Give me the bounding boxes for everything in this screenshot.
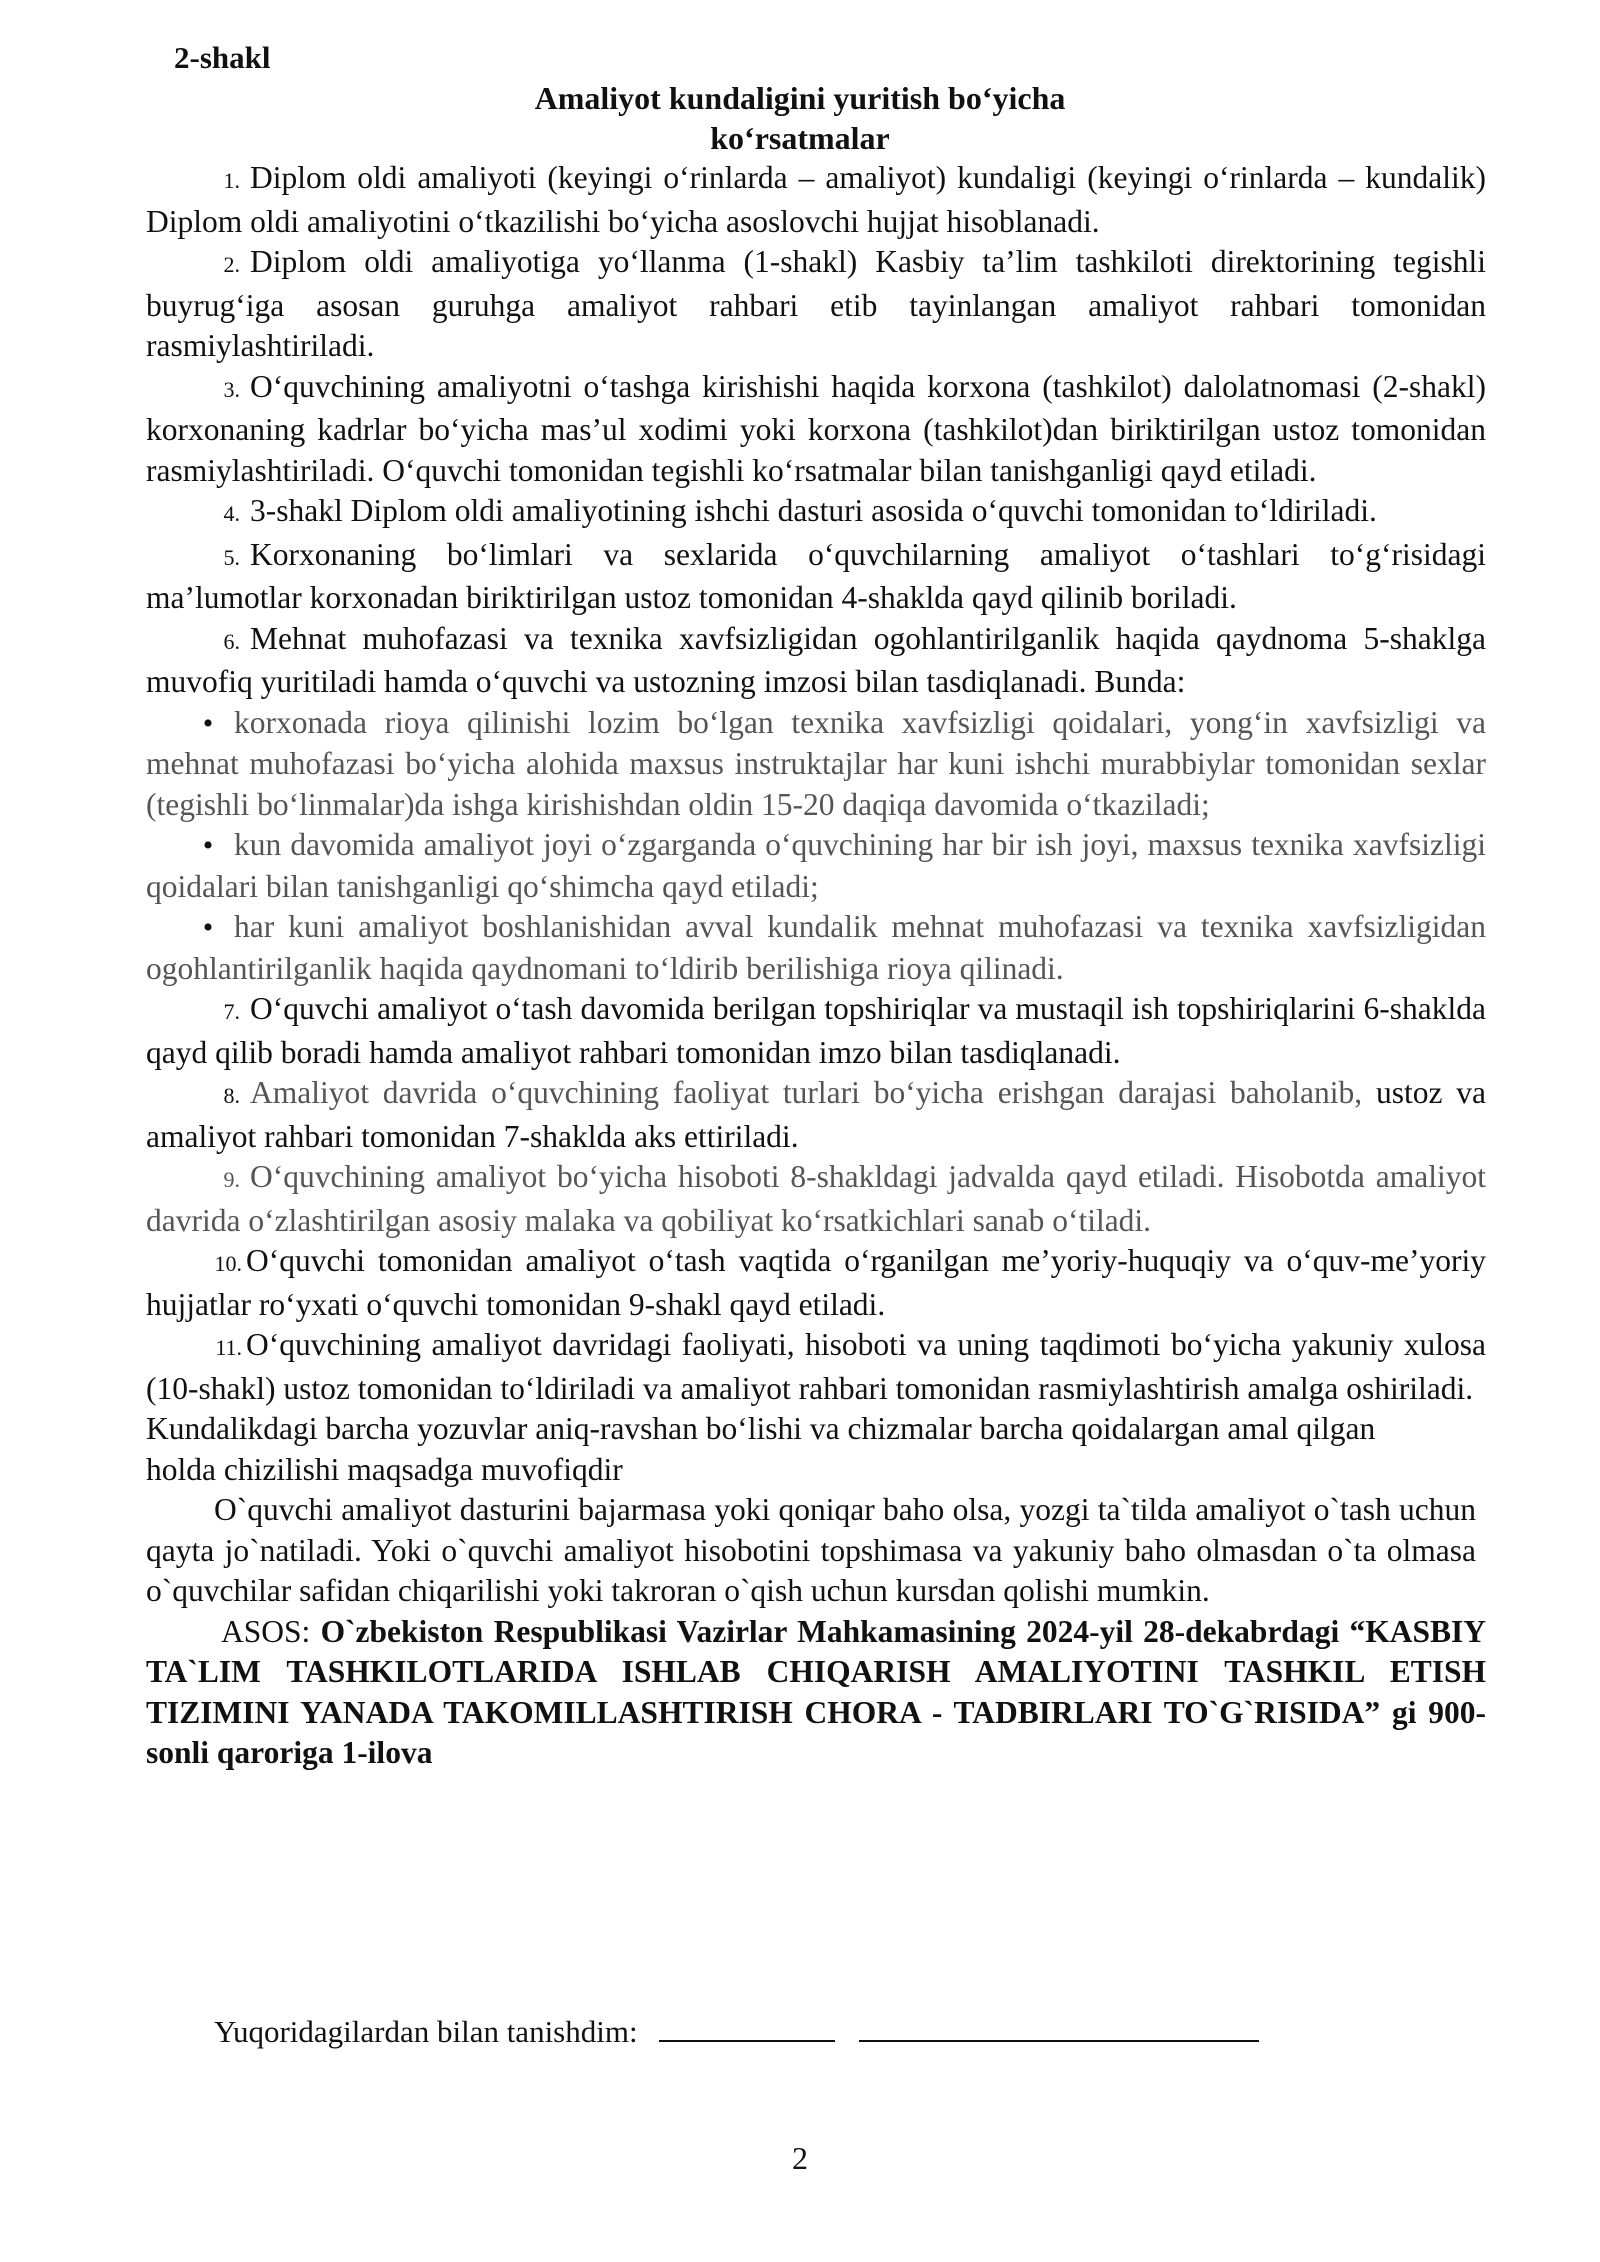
item-text: Diplom oldi amaliyoti (keyingi o‘rinlarda – amaliyot) kundaligi (keyingi o‘rinlarda – kundalik) Diplom oldi amaliyotini o‘tkazilishi bo‘yicha asoslovchi hujjat hisoblanadi. xyxy=(146,160,1486,239)
page-number: 2 xyxy=(792,2140,808,2176)
instructions-body xyxy=(146,158,1486,1774)
item-number: 1. xyxy=(223,168,240,193)
item-text: O‘quvchining amaliyotni o‘tashga kirishishi haqida korxona (tashkilot) dalolatnomasi (2-shakl) korxonaning kadrlar bo‘yicha mas’ul xodimi yoki korxona (tashkilot)dan biriktirilgan ustoz tomonidan rasmiylashtiriladi. O‘quvchi tomonidan tegishli ko‘rsatmalar bilan tanishganligi qayd etiladi. xyxy=(146,368,1486,488)
item-number: 4. xyxy=(223,501,240,526)
basis-text: O`zbekiston Respublikasi Vazirlar Mahkamasining 2024-yil 28-dekabrdagi “KASBIY TA`LIM TASHKILOTLARIDA ISHLAB CHIQARISH AMALIYOTINI TASHKIL ETISH TIZIMINI YANADA TAKOMILLASHTIRISH CHORA - TADBIRLARI TO`G`RISIDA” gi 900-sonli qaroriga 1-ilova xyxy=(146,1613,1486,1770)
bullet-item xyxy=(146,825,1486,907)
item-text: Korxonaning bo‘limlari va sexlarida o‘quvchilarning amaliyot o‘tashlari to‘g‘risidagi ma’lumotlar korxonadan biriktirilgan ustoz tomonidan 4-shaklda qayd qilinib boriladi. xyxy=(146,536,1486,615)
item-text-grey: Amaliyot davrida o‘quvchining faoliyat turlari bo‘yicha erishgan darajasi baholanib, xyxy=(250,1075,1363,1110)
instruction-item xyxy=(146,535,1486,619)
item-number: 9. xyxy=(223,1167,240,1192)
bullet-item xyxy=(146,907,1486,989)
item-number: 7. xyxy=(223,999,240,1024)
acknowledgement-label: Yuqoridagilardan bilan tanishdim: xyxy=(214,2014,638,2049)
item-number: 2. xyxy=(223,252,240,277)
form-label: 2-shakl xyxy=(174,40,271,75)
item-text: O‘quvchi amaliyot o‘tash davomida berilgan topshiriqlar va mustaqil ish topshiriqlarini 6-shaklda qayd qilib boradi hamda amaliyot rahbari tomonidan imzo bilan tasdiqlanadi. xyxy=(146,991,1486,1070)
instruction-item xyxy=(146,1073,1486,1157)
item-text: 3-shakl Diplom oldi amaliyotining ishchi dasturi asosida o‘quvchi tomonidan to‘ldiriladi. xyxy=(250,493,1377,528)
fail-paragraph: O`quvchi amaliyot dasturini bajarmasa yoki qoniqar baho olsa, yozgi ta`tilda amaliyot o`tash uchun qayta jo`natiladi. Yoki o`quvchi amaliyot hisobotini topshimasa va yakuniy baho olmasdan o`ta olmasa o`quvchilar safidan chiqarilishi yoki takroran o`qish uchun kursdan qolishi mumkin. xyxy=(146,1492,1476,1608)
signature-blank-short[interactable] xyxy=(659,2012,835,2042)
signature-blank-long[interactable] xyxy=(859,2012,1259,2042)
instruction-item xyxy=(146,989,1486,1073)
instruction-item xyxy=(146,1241,1486,1325)
bullet-text: kun davomida amaliyot joyi o‘zgarganda o‘quvchining har bir ish joyi, maxsus texnika xavfsizligi qoidalari bilan tanishganligi qo‘shimcha qayd etiladi; xyxy=(146,827,1486,904)
bullet-text: korxonada rioya qilinishi lozim bo‘lgan texnika xavfsizligi qoidalari, yong‘in xavfsizligi va mehnat muhofazasi bo‘yicha alohida maxsus instruktajlar har kuni ishchi murabbiylar tomonidan sexlar (tegishli bo‘linmalar)da ishga kirishishdan oldin 15-20 daqiqa davomida o‘tkaziladi; xyxy=(146,704,1486,822)
basis-paragraph xyxy=(146,1612,1486,1774)
item-text: Diplom oldi amaliyotiga yo‘llanma (1-shakl) Kasbiy ta’lim tashkiloti direktorining tegishli buyrug‘iga asosan guruhga amaliyot rahbari etib tayinlangan amaliyot rahbari tomonidan rasmiylashtiriladi. xyxy=(146,244,1486,363)
document-title xyxy=(0,78,1600,158)
item-number: 8. xyxy=(223,1083,240,1108)
item-number: 10. xyxy=(214,1251,242,1276)
instruction-item xyxy=(146,367,1486,492)
records-paragraph: Kundalikdagi barcha yozuvlar aniq-ravshan bo‘lishi va chizmalar barcha qoidalargan amal qilgan holda chizilishi maqsadga muvofiqdir xyxy=(146,1411,1376,1487)
bullet-icon xyxy=(146,825,234,867)
title-line-2: ko‘rsatmalar xyxy=(710,120,890,156)
instruction-item xyxy=(146,1157,1486,1241)
instruction-item xyxy=(146,1325,1486,1409)
title-line-1: Amaliyot kundaligini yuritish bo‘yicha xyxy=(534,80,1066,116)
instruction-item xyxy=(146,242,1486,367)
item-number: 6. xyxy=(223,628,240,654)
item-number: 11. xyxy=(215,1335,242,1360)
instruction-item xyxy=(146,491,1486,535)
basis-label: ASOS: xyxy=(221,1613,321,1649)
acknowledgement-line xyxy=(214,2012,1259,2053)
instruction-item xyxy=(146,619,1486,703)
item-number: 5. xyxy=(223,544,240,570)
item-number: 3. xyxy=(223,376,240,402)
bullet-text: har kuni amaliyot boshlanishidan avval kundalik mehnat muhofazasi va texnika xavfsizligidan ogohlantirilganlik haqida qaydnomani to‘ldirib berilishiga rioya qilinadi. xyxy=(146,909,1486,986)
item-text-grey: O‘quvchining amaliyot bo‘yicha hisoboti 8-shakldagi jadvalda qayd etiladi. Hisobotda amaliyot davrida o‘zlashtirilgan asosiy malaka va qobiliyat ko‘rsatkichlari sanab o‘tiladi. xyxy=(146,1159,1486,1238)
item-text: O‘quvchining amaliyot davridagi faoliyati, hisoboti va uning taqdimoti bo‘yicha yakuniy xulosa (10-shakl) ustoz tomonidan to‘ldiriladi va amaliyot rahbari tomonidan rasmiylashtirish amalga oshiriladi. xyxy=(146,1327,1486,1406)
instruction-item xyxy=(146,158,1486,242)
bullet-icon xyxy=(146,907,234,949)
item-text: Mehnat muhofazasi va texnika xavfsizligidan ogohlantirilganlik haqida qaydnoma 5-shaklga muvofiq yuritiladi hamda o‘quvchi va ustozning imzosi bilan tasdiqlanadi. Bunda: xyxy=(146,620,1486,699)
bullet-item xyxy=(146,703,1486,826)
item-text: O‘quvchi tomonidan amaliyot o‘tash vaqtida o‘rganilgan me’yoriy-huquqiy va o‘quv-me’yoriy hujjatlar ro‘yxati o‘quvchi tomonidan 9-shakl qayd etiladi. xyxy=(146,1243,1486,1322)
item-text: ustoz va amaliyot rahbari tomonidan 7-shaklda aks ettiriladi. xyxy=(146,1075,1486,1154)
bullet-icon xyxy=(146,703,234,745)
